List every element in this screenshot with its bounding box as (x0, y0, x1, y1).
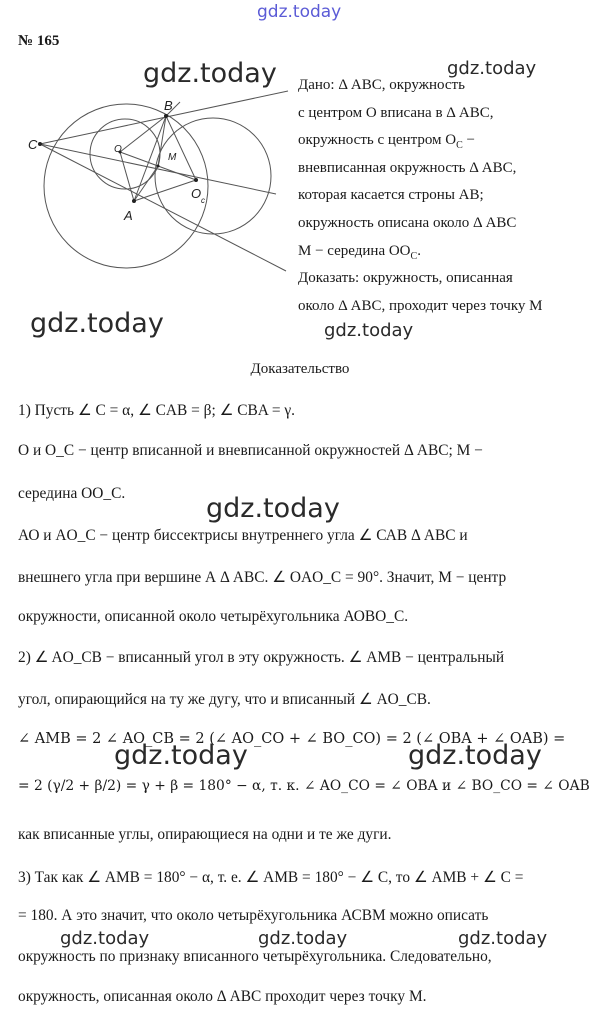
proof-line: окружность по признаку вписанного четырёхугольника. Следовательно, (18, 948, 492, 965)
point-oc (194, 178, 198, 182)
watermark: gdz.today (206, 493, 340, 524)
proof-line: АО и АO_C − центр биссектрисы внутреннего угла ∠ САВ Δ АВС и (18, 527, 468, 544)
watermark: gdz.today (258, 928, 348, 949)
proof-title: Доказательство (250, 361, 350, 377)
point-a (132, 199, 136, 203)
proof-line: окружность, описанная около Δ АВС проходит через точку М. (18, 988, 427, 1005)
watermark: gdz.today (324, 320, 414, 341)
given-line: с центром О вписана в Δ АВС, (298, 104, 494, 121)
watermark: gdz.today (30, 308, 164, 339)
watermark: gdz.today (143, 58, 277, 89)
seg-ao (120, 152, 134, 201)
excircle (155, 118, 271, 234)
watermark: gdz.today (60, 928, 150, 949)
label-oc: O (191, 186, 202, 201)
proof-line: как вписанные углы, опирающиеся на одни и те же дуги. (18, 826, 392, 843)
proof-line: середина OO_C. (18, 485, 126, 502)
proof-line: = 2 (γ/2 + β/2) = γ + β = 180° − α, т. к. ∠ AO_CO = ∠ OBA и ∠ BO_CO = ∠ OAB (18, 778, 590, 794)
seg-mb (158, 116, 166, 166)
label-b: B (164, 98, 173, 113)
given-line: окружность с центром $O_C$ − (298, 132, 475, 152)
seg-a-oc (134, 180, 196, 201)
label-c: C (28, 137, 38, 152)
proof-line: O и O_C − центр вписанной и вневписанной окружностей Δ АВС; М − (18, 442, 483, 459)
watermark: gdz.today (114, 740, 248, 771)
seg-ma (134, 166, 158, 201)
header-watermark: gdz.today (257, 2, 342, 22)
given-line: которая касается строны АВ; (298, 187, 484, 204)
proof-line: окружности, описанной около четырёхугольника АОВO_C. (18, 608, 409, 625)
problem-number: № 165 (18, 33, 60, 49)
proof-line: = 180. А это значит, что около четырёхугольника АСВМ можно описать (18, 907, 489, 924)
watermark: gdz.today (408, 740, 542, 771)
given-line: вневписанная окружность Δ АВС, (298, 159, 517, 176)
given-line: М − середина $OO_C$. (298, 242, 421, 262)
label-oc-sub: c (201, 196, 205, 205)
proof-line: ∠ AMB = 2 ∠ AO_CB = 2 (∠ AO_CO + ∠ BO_CO) = 2 (∠ OBA + ∠ OAB) = (18, 731, 566, 747)
label-o: O (114, 144, 122, 155)
geometry-figure (28, 76, 290, 276)
line-c-oc (40, 144, 276, 194)
given-line: около Δ АВС, проходит через точку М (298, 297, 543, 314)
label-m: M (168, 152, 177, 163)
circumcircle (44, 104, 208, 268)
label-a: A (124, 208, 133, 223)
watermark: gdz.today (458, 928, 548, 949)
proof-line: 1) Пусть ∠ C = α, ∠ CAB = β; ∠ CBA = γ. (18, 402, 296, 419)
proof-line: угол, опирающийся на ту же дугу, что и вписанный ∠ AO_CB. (18, 691, 431, 708)
point-b (164, 114, 168, 118)
given-block (298, 72, 542, 320)
watermark: gdz.today (447, 58, 537, 79)
point-m (157, 165, 160, 168)
proof-line: внешнего угла при вершине А Δ АВС. ∠ OAO_C = 90°. Значит, М − центр (18, 569, 507, 586)
point-c (38, 142, 42, 146)
given-line: Дано: Δ АВС, окружность (298, 77, 465, 93)
given-line: Доказать: окружность, описанная (298, 270, 513, 287)
proof-line: 2) ∠ AO_CB − вписанный угол в эту окружность. ∠ AMB − центральный (18, 649, 505, 666)
proof-line: 3) Так как ∠ AMB = 180° − α, т. е. ∠ AMB = 180° − ∠ C, то ∠ AMB + ∠ C = (18, 869, 524, 886)
given-line: окружность описана около Δ АВС (298, 214, 517, 231)
